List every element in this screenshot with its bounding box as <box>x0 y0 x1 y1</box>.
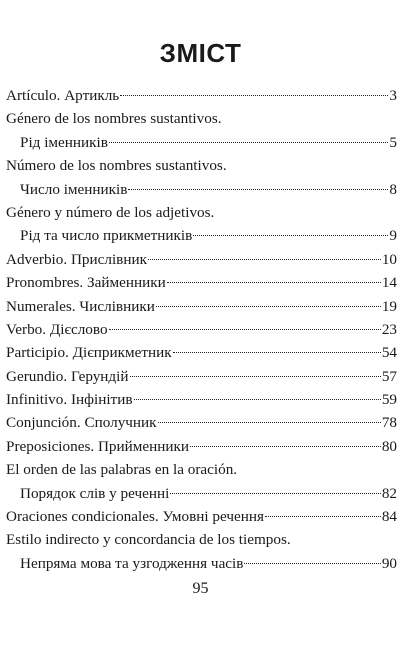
dot-leader <box>130 376 381 377</box>
page-title: ЗМІСТ <box>159 38 242 68</box>
toc-entry-text: Conjunción. Сполучник <box>6 414 157 432</box>
toc-entry-page: 8 <box>389 180 397 198</box>
table-of-contents <box>6 84 397 575</box>
dot-leader <box>158 422 381 423</box>
toc-entry-page: 57 <box>381 367 397 385</box>
dot-leader <box>265 516 381 517</box>
toc-entry <box>6 178 397 201</box>
toc-entry-page: 10 <box>381 250 397 268</box>
toc-entry-text: Порядок слів у реченні <box>20 484 170 502</box>
toc-entry-page: 3 <box>389 87 397 104</box>
dot-leader <box>170 493 380 494</box>
toc-entry-page: 78 <box>381 414 397 432</box>
toc-entry <box>6 318 397 341</box>
toc-entry-text: Verbo. Дієслово <box>6 320 108 338</box>
toc-entry <box>6 201 397 224</box>
dot-leader <box>128 189 388 190</box>
dot-leader <box>190 446 381 447</box>
toc-entry-text: Adverbio. Прислівник <box>6 250 147 268</box>
toc-entry-text: Estilo indirecto y concordancia de los tiempos. <box>6 531 291 549</box>
toc-entry <box>6 131 397 154</box>
dot-leader <box>173 352 381 353</box>
toc-entry <box>6 505 397 528</box>
toc-entry <box>6 107 397 130</box>
dot-leader <box>109 142 388 143</box>
toc-entry-text: Рід іменників <box>20 133 108 151</box>
toc-entry-text: El orden de las palabras en la oración. <box>6 461 238 479</box>
toc-entry <box>6 248 397 271</box>
toc-entry-page: 19 <box>381 297 397 315</box>
toc-entry-page: 59 <box>381 391 397 409</box>
toc-entry <box>6 552 397 575</box>
toc-entry-text: Participio. Дієприкметник <box>6 344 172 362</box>
dot-leader <box>193 235 388 236</box>
toc-entry-text: Género y número de los adjetivos. <box>6 203 215 221</box>
toc-entry <box>6 411 397 434</box>
dot-leader <box>244 563 380 564</box>
toc-entry <box>6 224 397 247</box>
toc-entry <box>6 84 397 107</box>
toc-entry <box>6 458 397 481</box>
toc-entry <box>6 435 397 458</box>
toc-entry <box>6 482 397 505</box>
toc-entry <box>6 388 397 411</box>
dot-leader <box>148 259 381 260</box>
toc-entry-page: 54 <box>381 344 397 362</box>
page-number: 95 <box>192 580 209 597</box>
toc-entry-page: 5 <box>389 133 397 151</box>
toc-entry-page: 14 <box>381 274 397 292</box>
toc-entry <box>6 528 397 551</box>
toc-entry-text: Infinitivo. Інфінітив <box>6 391 133 409</box>
toc-entry-text: Gerundio. Герундій <box>6 367 129 385</box>
toc-entry <box>6 154 397 177</box>
dot-leader <box>109 329 381 330</box>
toc-entry-text: Numerales. Числівники <box>6 297 155 315</box>
toc-entry-text: Oraciones condicionales. Умовні речення <box>6 508 264 526</box>
toc-entry-text: Число іменників <box>20 180 128 198</box>
toc-entry-page: 90 <box>381 554 397 572</box>
toc-entry <box>6 271 397 294</box>
toc-entry-text: Artículo. Артикль <box>6 87 120 104</box>
toc-entry-text: Рід та число прикметників <box>20 227 193 245</box>
toc-entry-text: Género de los nombres sustantivos. <box>6 110 222 128</box>
dot-leader <box>167 282 381 283</box>
dot-leader <box>134 399 381 400</box>
toc-entry-page: 9 <box>389 227 397 245</box>
dot-leader <box>156 306 381 307</box>
toc-entry-text: Pronombres. Займенники <box>6 274 166 292</box>
toc-entry <box>6 295 397 318</box>
toc-entry-text: Número de los nombres sustantivos. <box>6 157 227 175</box>
toc-entry <box>6 365 397 388</box>
toc-entry-page: 80 <box>381 437 397 455</box>
toc-entry-text: Preposiciones. Прийменники <box>6 437 190 455</box>
toc-entry-page: 82 <box>381 484 397 502</box>
toc-entry-page: 23 <box>381 320 397 338</box>
toc-entry-page: 84 <box>381 508 397 526</box>
toc-entry-text: Непряма мова та узгодження часів <box>20 554 244 572</box>
toc-entry <box>6 341 397 364</box>
dot-leader <box>120 95 388 96</box>
